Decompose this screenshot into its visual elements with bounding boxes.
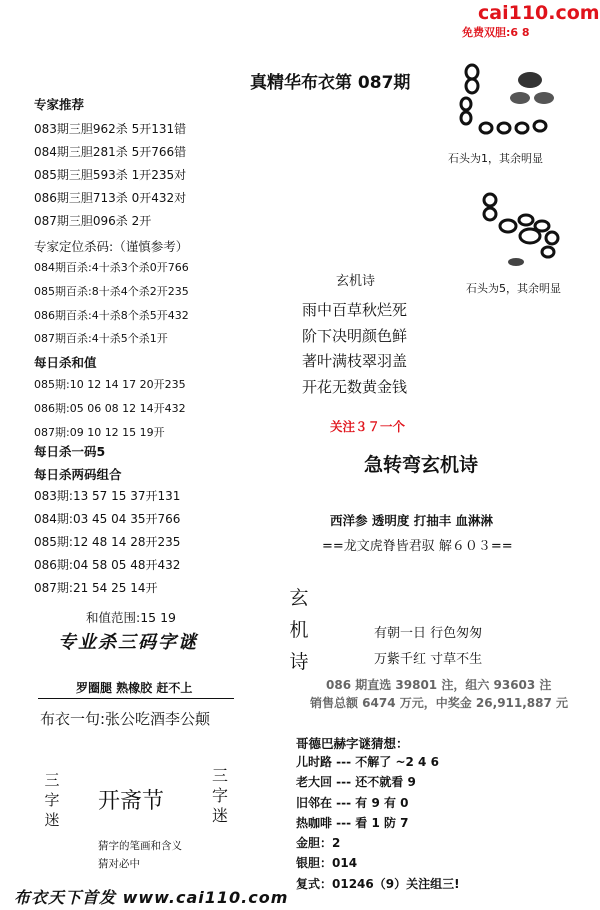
poem-heading: 玄机诗: [336, 274, 376, 289]
list-item: 087期百杀:4十杀5个杀1开: [34, 332, 168, 346]
three-char-right: 三字迷: [212, 766, 229, 825]
sum-range: 和值范围:15 19: [86, 610, 176, 625]
list-item: 087期三胆096杀 2开: [34, 214, 152, 228]
list-item: 热咖啡 --- 看 1 防 7: [296, 815, 409, 830]
list-item: 085期:10 12 14 17 20开235: [34, 378, 186, 391]
poem-focus: 关注３７一个: [330, 419, 406, 434]
daily-sum-list: [34, 373, 186, 444]
free-tips: 免费双胆:6 8: [462, 26, 530, 39]
list-item: 086期三胆713杀 0开432对: [34, 191, 187, 205]
list-item: 银胆：014: [296, 856, 358, 871]
stone-caption-2: 石头为5，其余明显: [466, 282, 561, 295]
stone-figure-2: [478, 190, 578, 270]
stone-caption-1: 石头为1，其余明显: [448, 152, 543, 165]
three-char-left: 三字迷: [44, 771, 60, 829]
list-item: 旧邻在 --- 有 9 有 0: [296, 795, 409, 810]
list-item: 083期三胆962杀 5开131错: [34, 122, 187, 136]
stats-line-1: 086 期直选 39801 注，组六 93603 注: [326, 678, 552, 692]
list-item: 085期:12 48 14 28开235: [34, 535, 181, 549]
turn-line-2: ==龙文虎脊皆君驭 解６０３==: [322, 539, 513, 554]
buyi-sentence: 布衣一句:张公吃酒李公颠: [40, 710, 211, 728]
site-logo[interactable]: cai110.com: [478, 2, 600, 24]
list-item: 083期:13 57 15 37开131: [34, 489, 181, 503]
daily-two-heading: 每日杀两码组合: [34, 467, 122, 482]
expert-list: [34, 118, 186, 233]
stats-line-2: 销售总额 6474 万元，中奖金 26,911,887 元: [310, 696, 569, 710]
turn-title: 急转弯玄机诗: [364, 454, 479, 476]
riddle-line: 罗圈腿 熟橡胶 赶不上: [76, 681, 193, 695]
poem-line: 雨中百草秋烂死: [302, 301, 408, 319]
turn-line-1: 西洋参 透明度 打抽丰 血淋淋: [330, 513, 494, 528]
list-item: 084期:03 45 04 35开766: [34, 512, 181, 526]
expert-heading: 专家推荐: [34, 97, 85, 112]
position-kill-list: [34, 256, 189, 351]
guess-line-2: 猜对必中: [98, 858, 140, 870]
list-item: 084期百杀:4十杀3个杀0开766: [34, 261, 189, 274]
list-item: 老大回 --- 还不就看 9: [296, 775, 416, 790]
list-item: 086期:04 58 05 48开432: [34, 558, 181, 572]
goethe-list: [296, 752, 460, 894]
daily-two-list: [34, 485, 180, 600]
stone-figure-1: [452, 60, 572, 140]
poem-line: 开花无数黄金钱: [302, 378, 408, 397]
three-char-center: 开斋节: [98, 789, 165, 814]
position-kill-heading: 专家定位杀码:（谨慎参考）: [34, 239, 189, 254]
list-item: 复式：01246（9）关注组三!: [296, 876, 460, 891]
list-item: 儿时路 --- 不解了 ~2 4 6: [296, 755, 439, 769]
list-item: 087期:09 10 12 15 19开: [34, 425, 165, 439]
poem-line: 著叶满枝翠羽盖: [302, 352, 408, 371]
list-item: 084期三胆281杀 5开766错: [34, 145, 187, 159]
guess-line-1: 猜字的笔画和含义: [98, 840, 182, 852]
daily-one-code: 每日杀一码5: [34, 444, 106, 459]
xuanji-line-2: 万紫千红 寸草不生: [374, 652, 483, 667]
poem-lines: [302, 298, 407, 401]
divider: [38, 698, 234, 699]
list-item: 087期:21 54 25 14开: [34, 581, 158, 595]
list-item: 086期百杀:4十杀8个杀5开432: [34, 308, 189, 322]
list-item: 金胆：2: [296, 836, 341, 851]
list-item: 085期三胆593杀 1开235对: [34, 168, 187, 182]
xuanji-label: 玄机诗: [289, 587, 309, 673]
goethe-heading: 哥德巴赫字谜猜想：: [296, 736, 409, 751]
daily-sum-heading: 每日杀和值: [34, 355, 97, 370]
list-item: 086期:05 06 08 12 14开432: [34, 401, 186, 415]
riddle-title: 专业杀三码字谜: [58, 632, 198, 653]
list-item: 085期百杀:8十杀4个杀2开235: [34, 284, 189, 298]
xuanji-line-1: 有朝一日 行色匆匆: [374, 626, 483, 641]
poem-line: 阶下决明颜色鲜: [302, 326, 408, 345]
page-title: 真精华布衣第 087期: [250, 73, 411, 93]
footer-banner[interactable]: 布衣天下首发 www.cai110.com: [14, 888, 289, 907]
